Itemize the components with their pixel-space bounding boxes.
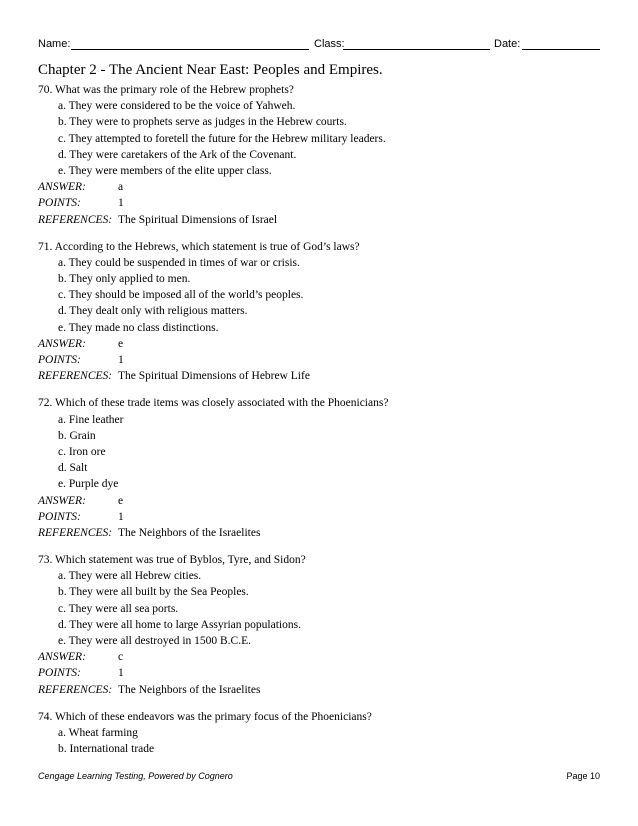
option-b: b. Grain	[58, 429, 96, 442]
references-value: The Neighbors of the Israelites	[118, 683, 261, 696]
header-fields	[38, 36, 600, 52]
references-label: REFERENCES:	[38, 683, 113, 696]
answer-label: ANSWER:	[38, 494, 86, 507]
points-label: POINTS:	[38, 510, 81, 523]
option-a: a. Wheat farming	[58, 726, 138, 739]
question-stem: 71. According to the Hebrews, which statement is true of God’s laws?	[38, 240, 360, 253]
question-stem: 70. What was the primary role of the Hebrew prophets?	[38, 84, 294, 96]
points-label: POINTS:	[38, 197, 81, 210]
option-a: a. They were all Hebrew cities.	[58, 570, 202, 583]
references-label: REFERENCES:	[38, 213, 113, 226]
name-blank	[71, 49, 309, 50]
option-e: e. Purple dye	[58, 478, 119, 491]
references-label: REFERENCES:	[38, 370, 113, 383]
points-value: 1	[118, 667, 124, 680]
option-c: c. They attempted to foretell the future for the Hebrew military leaders.	[58, 132, 386, 145]
chapter-title: Chapter 2 - The Ancient Near East: Peoples and Empires.	[38, 62, 383, 78]
references-value: The Spiritual Dimensions of Hebrew Life	[118, 370, 310, 383]
points-label: POINTS:	[38, 667, 81, 680]
option-b: b. International trade	[58, 743, 155, 756]
option-c: c. They were all sea ports.	[58, 602, 179, 615]
answer-value: e	[118, 494, 124, 507]
option-d: d. They were caretakers of the Ark of the Covenant.	[58, 148, 297, 161]
answer-row	[38, 336, 603, 352]
page-number: Page 10	[566, 771, 600, 781]
points-row	[38, 352, 603, 368]
footer-credit: Cengage Learning Testing, Powered by Cognero	[38, 771, 233, 781]
option-e: e. They were all destroyed in 1500 B.C.E.	[58, 635, 252, 647]
option-a: a. Fine leather	[58, 413, 124, 426]
option-a: a. They could be suspended in times of war or crisis.	[58, 256, 300, 269]
answer-label: ANSWER:	[38, 337, 86, 350]
option-e: e. They made no class distinctions.	[58, 321, 219, 334]
references-value: The Spiritual Dimensions of Israel	[118, 213, 278, 226]
question-70	[38, 82, 603, 228]
answer-label: ANSWER:	[38, 181, 86, 194]
points-value: 1	[118, 354, 124, 366]
class-label: Class:	[314, 38, 345, 50]
question-71	[38, 239, 603, 385]
option-d: d. Salt	[58, 462, 88, 475]
points-value: 1	[118, 510, 124, 523]
question-73	[38, 552, 603, 698]
answer-label: ANSWER:	[38, 651, 86, 664]
question-stem: 73. Which statement was true of Byblos, Tyre, and Sidon?	[38, 554, 306, 567]
option-d: d. They were all home to large Assyrian populations.	[58, 618, 301, 631]
references-row	[38, 368, 603, 384]
date-blank	[522, 49, 600, 50]
points-row	[38, 665, 603, 681]
references-label: REFERENCES:	[38, 526, 113, 539]
option-b: b. They only applied to men.	[58, 273, 191, 286]
date-label: Date:	[494, 38, 521, 50]
option-d: d. They dealt only with religious matters.	[58, 305, 248, 318]
option-a: a. They were considered to be the voice of Yahweh.	[58, 100, 296, 113]
page-footer	[38, 769, 600, 783]
points-row	[38, 195, 603, 211]
class-blank	[343, 49, 490, 50]
answer-value: c	[118, 651, 124, 664]
references-row	[38, 212, 603, 228]
references-value: The Neighbors of the Israelites	[118, 526, 261, 539]
answer-row	[38, 493, 603, 509]
question-72	[38, 395, 603, 541]
option-e: e. They were members of the elite upper class.	[58, 164, 272, 177]
option-b: b. They were all built by the Sea Peoples.	[58, 586, 249, 599]
points-row	[38, 509, 603, 525]
option-c: c. Iron ore	[58, 445, 106, 458]
points-value: 1	[118, 197, 124, 210]
references-row	[38, 682, 603, 698]
answer-row	[38, 179, 603, 195]
question-stem: 72. Which of these trade items was closely associated with the Phoenicians?	[38, 397, 389, 410]
question-list	[38, 82, 603, 768]
answer-value: a	[118, 181, 124, 194]
question-stem: 74. Which of these endeavors was the primary focus of the Phoenicians?	[38, 710, 372, 723]
answer-row	[38, 649, 603, 665]
references-row	[38, 525, 603, 541]
points-label: POINTS:	[38, 354, 81, 366]
answer-value: e	[118, 337, 124, 350]
option-c: c. They should be imposed all of the world’s peoples.	[58, 289, 304, 302]
question-74	[38, 709, 603, 758]
option-b: b. They were to prophets serve as judges in the Hebrew courts.	[58, 116, 347, 129]
name-label: Name:	[38, 38, 71, 50]
